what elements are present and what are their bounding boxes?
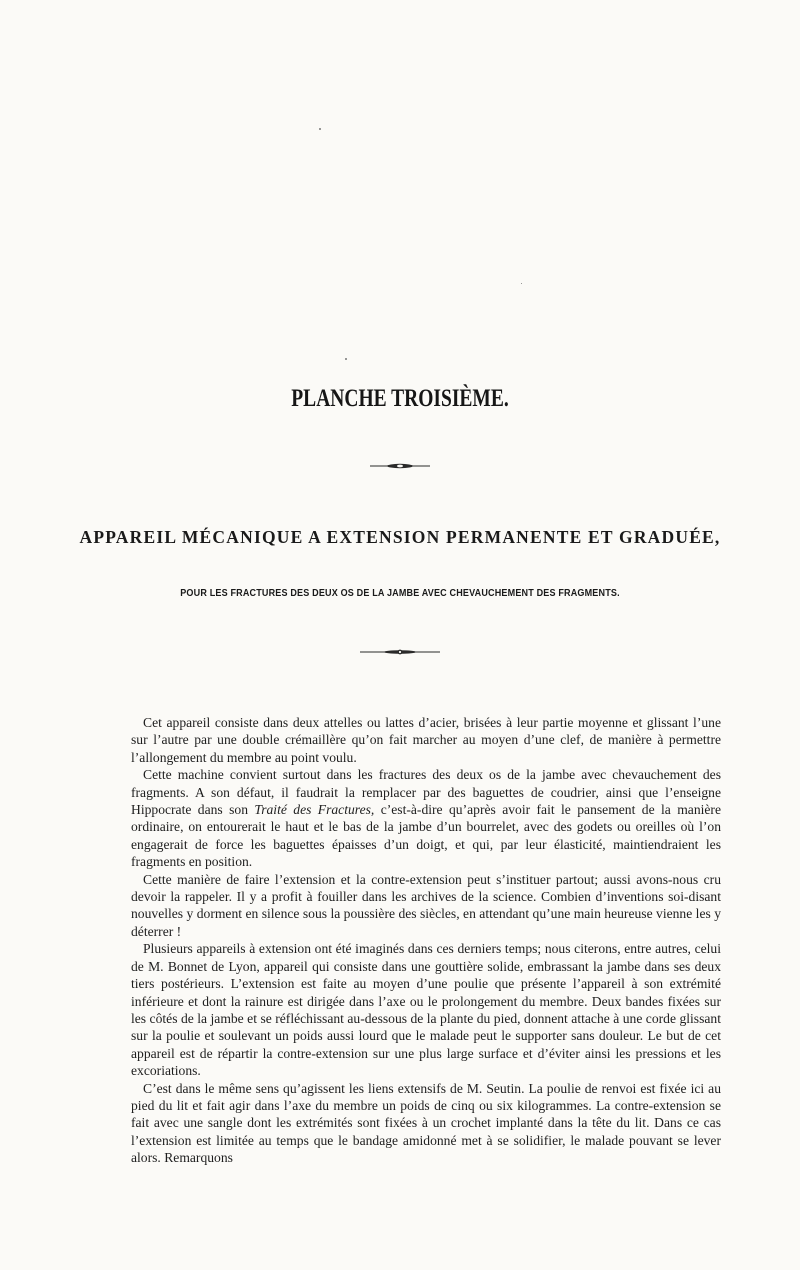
body-text [131, 714, 721, 1167]
paragraph-text: Cette machine convient surtout dans les fractures des deux os de la jambe avec chevauchement des fragments. A son défaut, il faudrait la remplacer par des baguettes de coudrier, ainsi que l’enseigne Hippocrate dans son [131, 767, 721, 818]
paragraph: Cet appareil consiste dans deux attelles ou lattes d’acier, brisées à leur partie moyenne et glissant l’une sur l’autre par une double crémaillère qu’on fait marcher au moyen d’une clef, de manière à permettre l’allongement du membre au point voulu. [131, 715, 721, 765]
paragraph: Plusieurs appareils à extension ont été imaginés dans ces derniers temps; nous citerons, entre autres, celui de M. Bonnet de Lyon, appareil qui consiste dans une gouttière solide, embrassant la jambe dans ses deux tiers postérieurs. L’extension est faite au moyen d’une poulie que présente l’appareil à son extrémité inférieure et dont la rainure est dirigée dans l’axe ou le prolongement du membre. Deux bandes fixées sur les côtés de la jambe et se réfléchissant au-dessous de la plante du pied, donnent attache à une corde glissant sur la poulie et soulevant un poids aussi lourd que le malade peut le supporter sans douleur. Le but de cet appareil est de répartir la contre-extension sur une plus large surface et d’éviter ainsi les pressions et les excoriations. [131, 941, 721, 1079]
main-heading: APPAREIL MÉCANIQUE A EXTENSION PERMANENTE ET GRADUÉE, [79, 527, 721, 547]
paper-speck [521, 283, 522, 284]
paragraph: Cette manière de faire l’extension et la contre-extension peut s’instituer partout; aussi avons-nous cru devoir la rappeler. Il y a profit à fouiller dans les archives de la science. Combien d’inventions soi-disant nouvelles y dorment en silence sous la poussière des siècles, en attendant qu’une main heureuse vienne les y déterrer ! [131, 871, 721, 939]
paragraph [131, 766, 721, 870]
book-title-italic: Traité des Fractures, [254, 802, 375, 818]
ornamental-rule-bottom [0, 647, 800, 657]
plate-title: PLANCHE TROISIÈME. [291, 385, 509, 412]
paper-speck [319, 128, 321, 130]
sub-heading: POUR LES FRACTURES DES DEUX OS DE LA JAMBE AVEC CHEVAUCHEMENT DES FRAGMENTS. [180, 587, 620, 599]
paragraph: C’est dans le même sens qu’agissent les liens extensifs de M. Seutin. La poulie de renvoi est fixée ici au pied du lit et fait agir dans l’axe du membre un poids de cinq ou six kilogrammes. La contre-extension se fait avec une sangle dont les extrémités sont fixées à un crochet implanté dans la tête du lit. Dans ce cas l’extension est limitée au temps que le bandage amidonné met à se solidifier, le malade pouvant se lever alors. Remarquons [131, 1080, 721, 1166]
paper-speck [345, 358, 347, 360]
paragraph-text: c’est-à-dire qu’après avoir fait le pansement de la manière ordinaire, on entourerait le haut et le bas de la jambe d’un bourrelet, avec des godets ou oreilles où l’on engagerait de force les baguettes épaisses d’un doigt, et qui, par leur élasticité, maintiendraient les fragments en position. [131, 802, 721, 870]
ornamental-rule-top [0, 461, 800, 471]
